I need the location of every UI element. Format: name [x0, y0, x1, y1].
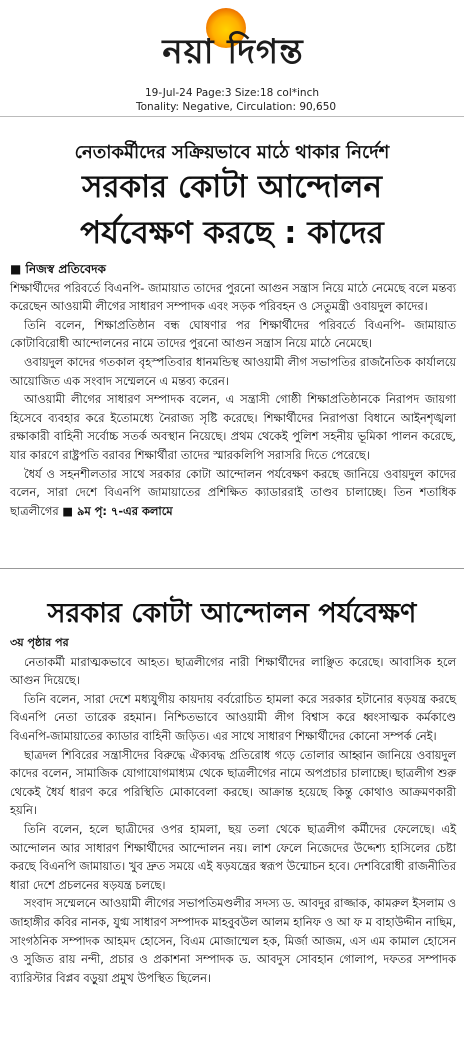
story-headline — [0, 164, 464, 256]
paragraph: নেতাকর্মী মারাত্মকভাবে আহত। ছাত্রলীগের নারী শিক্ষার্থীদের লাঞ্ছিত করেছে। আবাসিক হলে আগুন দিয়েছে। — [10, 654, 456, 688]
paragraph: তিনি বলেন, শিক্ষাপ্রতিষ্ঠান বন্ধ ঘোষণার পর শিক্ষার্থীদের পরিবর্তে বিএনপি- জামায়াত কোটাবিরোধী আন্দোলনের নামে তাদের পুরনো আগুন সন্ত্রাস নিয়ে মাঠে নেমেছে। — [10, 317, 456, 351]
newspaper-logo: নয়া দিগন্ত — [162, 32, 304, 72]
headline-line-2: পর্যবেক্ষণ করছে : কাদের — [80, 215, 384, 251]
paragraph-text: ধৈর্য ও সহনশীলতার সাথে সরকার কোটা আন্দোলন পর্যবেক্ষণ করছে জানিয়ে ওবায়দুল কাদের বলেন, সারা দেশে বিএনপি জামায়াতের প্রশিক্ষিত ক্যাডাররাই তাণ্ডব চালাচ্ছে। তিন শতাধিক ছাত্রলীগের — [10, 466, 456, 518]
divider — [0, 116, 464, 117]
paragraph: শিক্ষার্থীদের পরিবর্তে বিএনপি- জামায়াত তাদের পুরনো আগুন সন্ত্রাস নিয়ে মাঠে নেমেছে বলে মন্তব্য করেছেন আওয়ামী লীগের সাধারণ সম্পাদক এবং সড়ক পরিবহন ও সেতুমন্ত্রী ওবায়দুল কাদের। — [10, 280, 456, 314]
continued-from-label: ৩য় পৃষ্ঠার পর — [10, 636, 69, 649]
divider — [0, 568, 464, 569]
paragraph: সংবাদ সম্মেলনে আওয়ামী লীগের সভাপতিমণ্ডলীর সদস্য ড. আবদুর রাজ্জাক, কামরুল ইসলাম ও জাহাঙ্গীর কবির নানক, যুগ্ম সাধারণ সম্পাদক মাহবুবউল আলম হানিফ ও আ ফ ম বাহাউদ্দীন নাছিম, সাংগঠনিক সম্পাদক আহমদ হোসেন, বিএম মোজাম্মেল হক, মির্জা আজম, এস এম কামাল হোসেন ও সুজিত রায় নন্দী, প্রচার ও প্রকাশনা সম্পাদক ড. আবদুস সোবহান গোলাপ, দফতর সম্পাদক ব্যারিস্টার বিপ্লব বড়ুয়া প্রমুখ উপস্থিত ছিলেন। — [10, 896, 456, 985]
byline: ■ নিজস্ব প্রতিবেদক — [10, 262, 106, 276]
paragraph — [10, 465, 456, 521]
headline-line-1: সরকার কোটা আন্দোলন — [81, 169, 383, 205]
paragraph: তিনি বলেন, হলে ছাত্রীদের ওপর হামলা, ছয় তলা থেকে ছাত্রলীগ কর্মীদের ফেলেছে। এই আন্দোলন আর সাধারণ শিক্ষার্থীদের আন্দোলন নয়। লাশ ফেলে নিজেদের উদ্দেশ্য হাসিলের চেষ্টা করছে বিএনপি জামায়াত। খুব দ্রুত সময়ে এই ষড়যন্ত্রের স্বরূপ উন্মোচন হবে। দেশবিরোধী রাজনীতির ধারা দেশে প্রচলনের ষড়যন্ত্র চলছে। — [10, 821, 456, 892]
newspaper-masthead — [0, 4, 464, 84]
paragraph: তিনি বলেন, সারা দেশে মধ্যযুগীয় কায়দায় বর্বরোচিত হামলা করে সরকার হটানোর ষড়যন্ত্র করছে বিএনপি নেতা তারেক রহমান। নিশ্চিতভাবে আওয়ামী লীগ বিশ্বাস করে ধ্বংসাত্মক কর্মকাণ্ডে বিএনপি-জামায়াতের ক্যাডার বাহিনী জড়িত। এর সাথে সাধারণ শিক্ষার্থীদের কোনো সম্পর্ক নেই। — [10, 691, 456, 743]
clip-info: 19-Jul-24 Page:3 Size:18 col*inch — [144, 87, 320, 99]
continuation-headline: সরকার কোটা আন্দোলন পর্যবেক্ষণ — [47, 598, 417, 629]
clipping-meta — [0, 86, 464, 114]
paragraph: ছাত্রদল শিবিরের সন্ত্রাসীদের বিরুদ্ধে ঐক্যবদ্ধ প্রতিরোধ গড়ে তোলার আহ্বান জানিয়ে ওবায়দুল কাদের বলেন, সামাজিক যোগাযোগমাধ্যম থেকে ছাত্রলীগের নামে অপপ্রচার চালাচ্ছে। ছাত্রলীগ শুরু থেকেই ধৈর্য ধারণ করে পরিস্থিতি মোকাবেলা করছে। আক্রান্ত হয়েছে কিন্তু কোথাও আক্রমণকারী হয়নি। — [10, 747, 456, 818]
story-kicker: নেতাকর্মীদের সক্রিয়ভাবে মাঠে থাকার নির্দেশ — [74, 142, 390, 163]
paragraph: ওবায়দুল কাদের গতকাল বৃহস্পতিবার ধানমন্ডিস্থ আওয়ামী লীগ সভাপতির রাজনৈতিক কার্যালয়ে আয়োজিত এক সংবাদ সম্মেলনে এ মন্তব্য করেন। — [10, 354, 456, 388]
paragraph: আওয়ামী লীগের সাধারণ সম্পাদক বলেন, এ সন্ত্রাসী গোষ্ঠী শিক্ষাপ্রতিষ্ঠানকে নিরাপদ জায়গা হিসেবে ব্যবহার করে ইতোমধ্যে নৈরাজ্য সৃষ্টি করেছে। শিক্ষার্থীদের নিরাপত্তা বিধানে আইনশৃঙ্খলা রক্ষাকারী বাহিনী সর্বোচ্চ সতর্ক অবস্থান নিয়েছে। প্রথম থেকেই পুলিশ সহনীয় ভূমিকা পালন করেছে, যার কারণে রাষ্ট্রপতি বরাবর শিক্ষার্থীরা তাদের স্মারকলিপি সরাসরি দিতে পেরেছে। — [10, 392, 456, 462]
story-body — [10, 260, 456, 520]
jump-reference: ■ ৯ম পৃ: ৭-এর কলামে — [62, 503, 173, 518]
continuation-body — [10, 634, 456, 987]
clip-tonality: Tonality: Negative, Circulation: 90,650 — [136, 101, 337, 113]
